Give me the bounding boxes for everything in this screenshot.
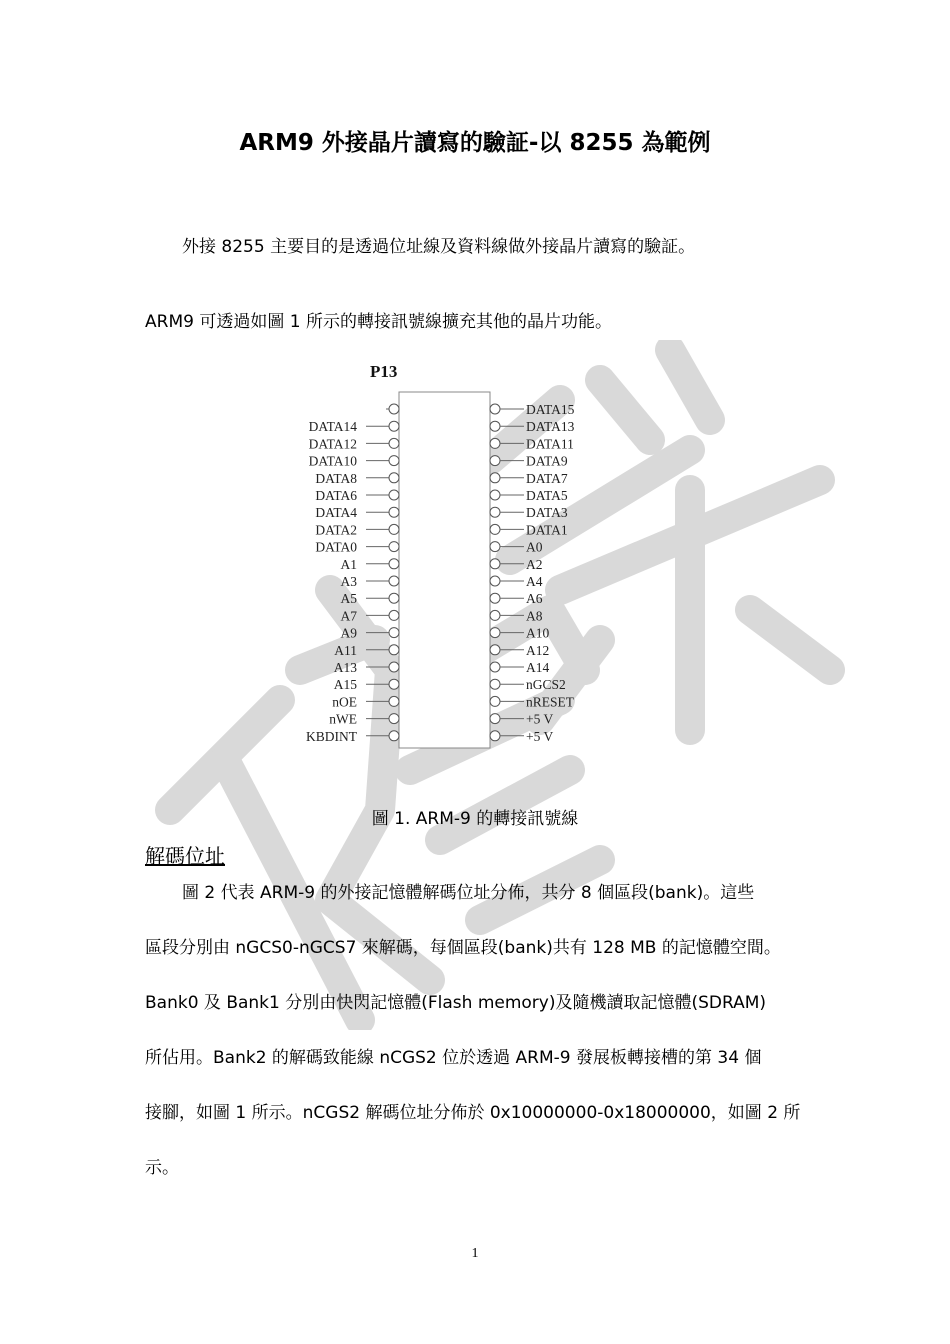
- page-title: ARM9 外接晶片讀寫的驗証-以 8255 為範例: [239, 130, 711, 156]
- right-pin: [490, 677, 566, 692]
- connector-body: [399, 392, 490, 748]
- watermark-stroke: [170, 700, 280, 810]
- left-pin: [329, 712, 399, 727]
- intro-paragraph-1: 外接 8255 主要目的是透過位址線及資料線做外接晶片讀寫的驗証。: [182, 237, 696, 257]
- left-pin: [315, 540, 399, 555]
- pin-label: DATA11: [526, 436, 574, 452]
- right-pin: [490, 488, 568, 503]
- watermark-stroke: [670, 350, 710, 420]
- right-pin: [490, 471, 568, 486]
- pin-label: A5: [340, 591, 357, 607]
- figure-caption: 圖 1. ARM-9 的轉接訊號線: [371, 809, 579, 829]
- left-pin: [341, 557, 400, 572]
- body-line: 接腳，如圖 1 所示。nCGS2 解碼位址分佈於 0x10000000-0x18000000，如圖 2 所: [145, 1103, 801, 1123]
- left-pin: [334, 643, 399, 658]
- right-pin: [490, 540, 543, 555]
- pin-label: DATA13: [526, 419, 575, 435]
- pin-label: A2: [526, 556, 543, 572]
- pin-label: DATA14: [308, 419, 357, 435]
- pin-label: A14: [526, 660, 550, 675]
- pin-label: A8: [526, 608, 543, 624]
- body-line: 區段分別由 nGCS0-nGCS7 來解碼，每個區段(bank)共有 128 MB 的記憶體空間。: [145, 938, 781, 958]
- left-pin: [341, 574, 400, 589]
- pin-label: A6: [526, 591, 543, 607]
- pin-label: A7: [340, 608, 357, 624]
- pin-label: nWE: [329, 711, 357, 727]
- pin-label: DATA9: [526, 453, 568, 469]
- intro-paragraph-2: ARM9 可透過如圖 1 所示的轉接訊號線擴充其他的晶片功能。: [145, 312, 612, 332]
- right-pin: [490, 557, 543, 572]
- left-pin: [332, 694, 399, 709]
- left-pin: [309, 436, 399, 451]
- body-line: 圖 2 代表 ARM-9 的外接記憶體解碼位址分佈，共分 8 個區段(bank)。這些: [182, 883, 755, 903]
- right-pin: [490, 712, 553, 727]
- right-pin: [490, 729, 553, 744]
- pin-label: DATA10: [308, 453, 357, 469]
- pin-label: A9: [340, 625, 357, 641]
- left-pin: [315, 488, 399, 503]
- pin-label: A11: [334, 642, 357, 658]
- pin-label: DATA0: [315, 539, 357, 555]
- body-line: 所佔用。Bank2 的解碼致能線 nCGS2 位於透過 ARM-9 發展板轉接槽的第 34 個: [145, 1048, 762, 1068]
- pin-label: A4: [526, 574, 543, 589]
- left-pin: [386, 404, 399, 414]
- left-pin: [341, 591, 400, 606]
- right-pin: [490, 436, 574, 451]
- right-pin: [490, 608, 543, 623]
- pin-label: +5 V: [526, 711, 554, 727]
- page-number: 1: [471, 1246, 479, 1261]
- left-pin: [341, 626, 400, 641]
- right-pin: [490, 694, 575, 709]
- pin-label: nOE: [332, 694, 357, 710]
- pin-label: A13: [333, 660, 357, 675]
- pin-label: DATA5: [526, 488, 568, 503]
- pin-label: A1: [340, 556, 357, 572]
- section-heading: 解碼位址: [145, 844, 225, 868]
- pin-label: A10: [526, 625, 550, 641]
- pin-label: nRESET: [526, 694, 575, 710]
- right-pin: [490, 522, 568, 537]
- left-pin: [341, 608, 400, 623]
- left-pin: [334, 677, 399, 692]
- right-pin: [490, 574, 543, 589]
- right-pin: [490, 660, 549, 675]
- watermark-stroke: [750, 610, 830, 670]
- right-pin: [490, 626, 549, 641]
- pin-label: +5 V: [526, 728, 554, 744]
- pin-label: A15: [333, 677, 357, 693]
- pin-label: DATA12: [308, 436, 357, 452]
- right-pin: [490, 402, 575, 417]
- left-pin: [315, 471, 399, 486]
- right-pin: [490, 505, 568, 520]
- body-line: 示。: [145, 1158, 179, 1178]
- left-pin: [334, 660, 399, 675]
- right-pin: [490, 643, 549, 658]
- pin-label: DATA6: [315, 488, 357, 503]
- pin-label: A12: [526, 642, 550, 658]
- left-pin: [315, 505, 399, 520]
- left-pin: [309, 454, 399, 469]
- pin-label: nGCS2: [526, 677, 566, 693]
- pin-label: A0: [526, 539, 543, 555]
- right-pin: [490, 419, 575, 434]
- pin-label: DATA7: [526, 470, 568, 486]
- pin-label: DATA1: [526, 522, 568, 538]
- pin-label: DATA15: [526, 402, 575, 417]
- pin-label: A3: [340, 574, 357, 589]
- left-pin: [309, 419, 399, 434]
- left-pin: [306, 729, 399, 744]
- connector-diagram: [280, 356, 640, 756]
- body-line: Bank0 及 Bank1 分別由快閃記憶體(Flash memory)及隨機讀取記憶體(SDRAM): [145, 993, 767, 1013]
- right-pin: [490, 454, 568, 469]
- pin-label: KBDINT: [306, 728, 357, 744]
- connector-label: P13: [370, 362, 398, 381]
- pin-label: DATA2: [315, 522, 357, 538]
- pin-label: DATA8: [315, 470, 357, 486]
- right-pin: [490, 591, 543, 606]
- pin-label: DATA3: [526, 505, 568, 521]
- left-pin: [315, 522, 399, 537]
- pin-label: DATA4: [315, 505, 357, 521]
